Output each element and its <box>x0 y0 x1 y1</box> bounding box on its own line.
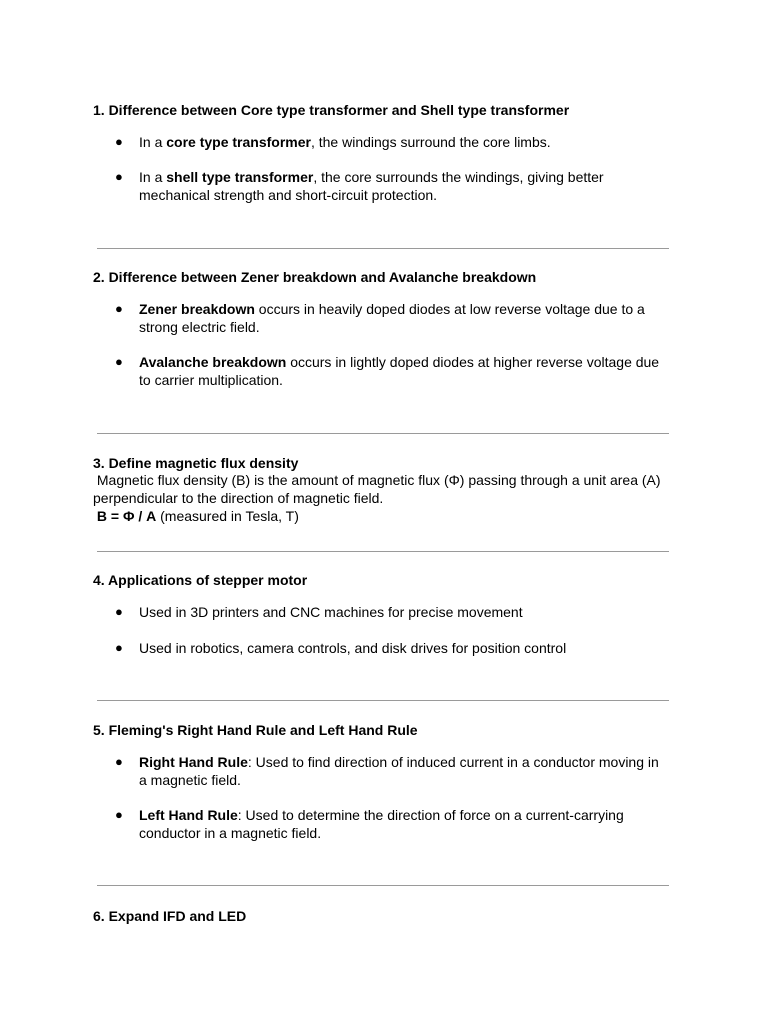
list-item-text: Zener breakdown occurs in heavily doped diodes at low reverse voltage due to a strong electric field. <box>139 301 645 335</box>
bullet-icon: ● <box>115 604 123 619</box>
section-6-heading: 6. Expand IFD and LED <box>93 908 247 924</box>
list-item-text: Avalanche breakdown occurs in lightly doped diodes at higher reverse voltage due to carrier multiplication. <box>139 354 660 388</box>
bullet-icon: ● <box>115 354 123 369</box>
list-item-text: Left Hand Rule: Used to determine the direction of force on a current-carrying conductor in a magnetic field. <box>139 807 624 841</box>
section-5-heading: 5. Fleming's Right Hand Rule and Left Hand Rule <box>93 722 418 738</box>
horizontal-divider <box>97 700 669 701</box>
horizontal-divider <box>97 551 669 552</box>
bullet-icon: ● <box>115 134 123 149</box>
formula-line <box>93 507 673 525</box>
list-item-text: Used in 3D printers and CNC machines for precise movement <box>139 604 523 620</box>
section-4-heading: 4. Applications of stepper motor <box>93 572 308 588</box>
bullet-icon: ● <box>115 807 123 822</box>
section-3-heading: 3. Define magnetic flux density <box>93 455 299 471</box>
formula-unit: (measured in Tesla, T) <box>156 508 299 524</box>
list-item-text: In a shell type transformer, the core surrounds the windings, giving better mechanical strength and short-circuit protection. <box>139 169 604 203</box>
section-1-heading: 1. Difference between Core type transformer and Shell type transformer <box>93 102 570 118</box>
horizontal-divider <box>97 885 669 886</box>
list-item-text: Right Hand Rule: Used to find direction of induced current in a conductor moving in a magnetic field. <box>139 754 659 788</box>
horizontal-divider <box>97 433 669 434</box>
horizontal-divider <box>97 248 669 249</box>
bullet-icon: ● <box>115 301 123 316</box>
definition-paragraph: Magnetic flux density (B) is the amount of magnetic flux (Φ) passing through a unit area (A) perpendicular to the direction of magnetic field. <box>93 472 665 506</box>
bullet-icon: ● <box>115 754 123 769</box>
list-item-text: In a core type transformer, the windings surround the core limbs. <box>139 134 551 150</box>
section-2-heading: 2. Difference between Zener breakdown and Avalanche breakdown <box>93 269 537 285</box>
bullet-icon: ● <box>115 169 123 184</box>
list-item-text: Used in robotics, camera controls, and disk drives for position control <box>139 640 567 656</box>
bullet-icon: ● <box>115 640 123 655</box>
formula: B = Φ / A <box>93 508 157 524</box>
